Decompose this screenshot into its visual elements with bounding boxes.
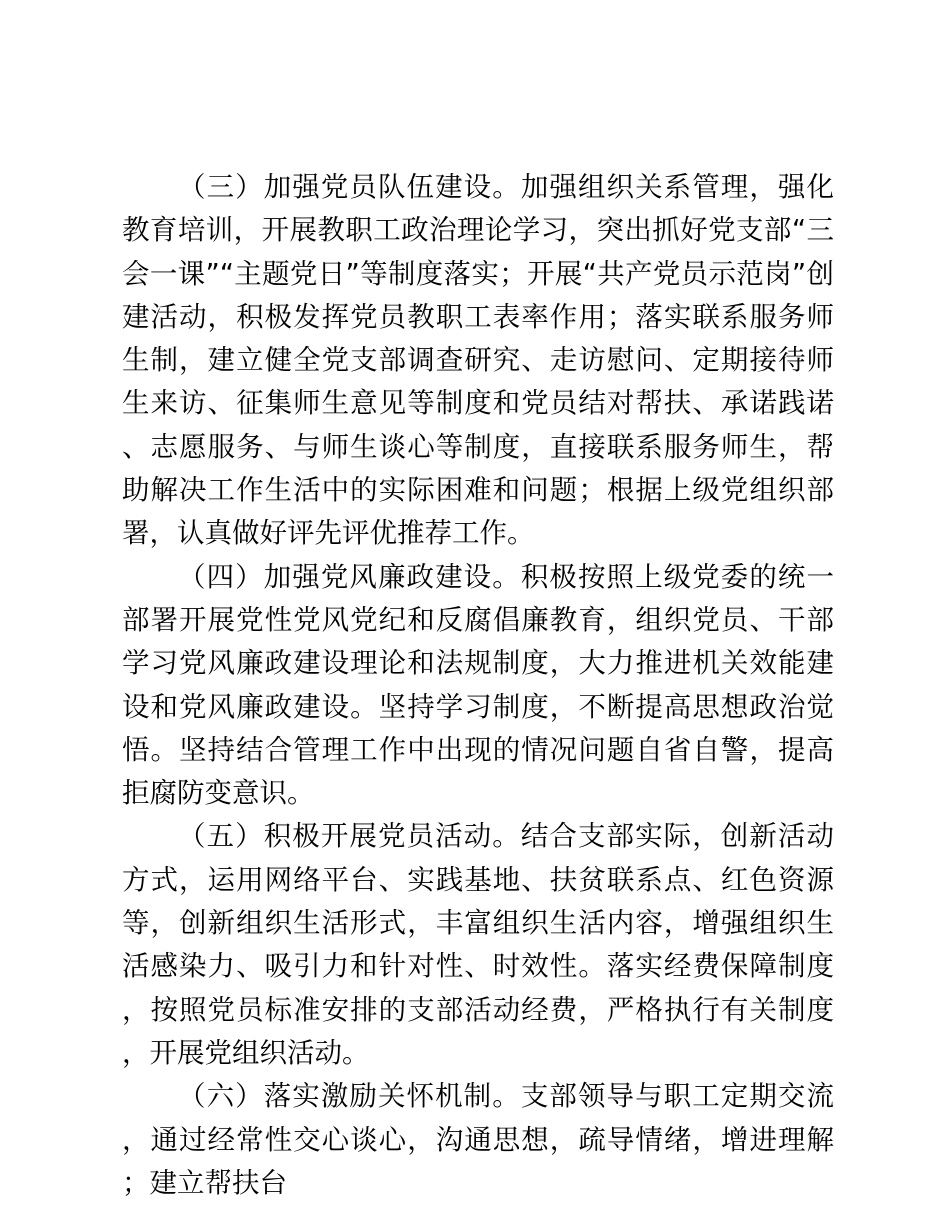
document-body [122,166,834,1205]
paragraph-team-building: （三）加强党员队伍建设。加强组织关系管理，强化教育培训，开展教职工政治理论学习，突出抓好党支部“三会一课”“主题党日”等制度落实；开展“共产党员示范岗”创建活动，积极发挥党员教职工表率作用；落实联系服务师生制，建立健全党支部调查研究、走访慰问、定期接待师生来访、征集师生意见等制度和党员结对帮扶、承诺践诺、志愿服务、与师生谈心等制度，直接联系服务师生，帮助解决工作生活中的实际困难和问题；根据上级党组织部署，认真做好评先评优推荐工作。 [122,171,834,550]
paragraph-incentive-mechanism: （六）落实激励关怀机制。支部领导与职工定期交流，通过经常性交心谈心，沟通思想，疏导情绪，增进理解；建立帮扶台 [122,1080,834,1199]
paragraph-integrity-building: （四）加强党风廉政建设。积极按照上级党委的统一部署开展党性党风党纪和反腐倡廉教育，组织党员、干部学习党风廉政建设理论和法规制度，大力推进机关效能建设和党风廉政建设。坚持学习制度，不断提高思想政治觉悟。坚持结合管理工作中出现的情况问题自省自警，提高拒腐防变意识。 [122,560,834,810]
paragraph-member-activities: （五）积极开展党员活动。结合支部实际，创新活动方式，运用网络平台、实践基地、扶贫联系点、红色资源等，创新组织生活形式，丰富组织生活内容，增强组织生活感染力、吸引力和针对性、时效性。落实经费保障制度，按照党员标准安排的支部活动经费，严格执行有关制度，开展党组织活动。 [122,820,834,1069]
